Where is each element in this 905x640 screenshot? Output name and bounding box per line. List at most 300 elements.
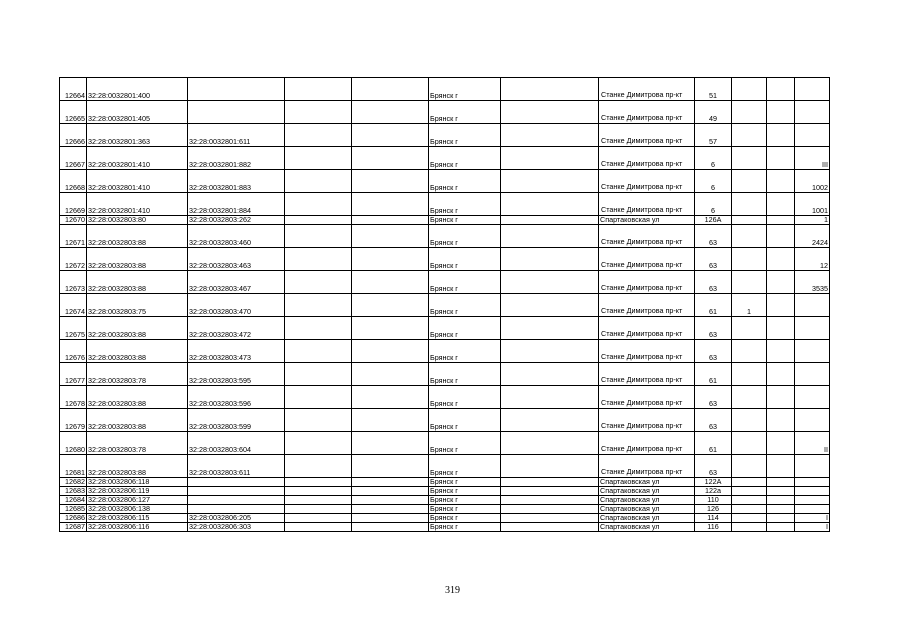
city-cell: Брянск г <box>429 248 501 271</box>
cadastral-number-cell: 32:28:0032801:410 <box>87 147 188 170</box>
table-row <box>60 478 830 487</box>
apartment-cell: 1 <box>795 216 830 225</box>
cadastral-number-cell: 32:28:0032803:88 <box>87 386 188 409</box>
row-number-cell: 12678 <box>60 386 87 409</box>
building-cell <box>732 505 767 514</box>
empty-cell <box>285 496 352 505</box>
city-cell: Брянск г <box>429 225 501 248</box>
row-number-cell: 12687 <box>60 523 87 532</box>
apartment-cell <box>795 317 830 340</box>
street-cell: Спартаковская ул <box>599 505 695 514</box>
building-cell: 1 <box>732 294 767 317</box>
building-cell <box>732 455 767 478</box>
apartment-cell: II <box>795 432 830 455</box>
cadastral-number-cell: 32:28:0032801:405 <box>87 101 188 124</box>
cadastral-number-cell: 32:28:0032803:88 <box>87 271 188 294</box>
empty-cell <box>767 124 795 147</box>
apartment-cell <box>795 505 830 514</box>
apartment-cell <box>795 78 830 101</box>
empty-cell <box>501 124 599 147</box>
apartment-cell <box>795 455 830 478</box>
empty-cell <box>767 386 795 409</box>
apartment-cell <box>795 409 830 432</box>
cadastral-number-cell: 32:28:0032806:138 <box>87 505 188 514</box>
empty-cell <box>767 514 795 523</box>
cadastral-number-cell: 32:28:0032803:88 <box>87 225 188 248</box>
city-cell: Брянск г <box>429 523 501 532</box>
house-number-cell: 6 <box>695 170 732 193</box>
street-cell: Станке Димитрова пр-кт <box>599 193 695 216</box>
cadastral-number-cell: 32:28:0032803:88 <box>87 317 188 340</box>
row-number-cell: 12676 <box>60 340 87 363</box>
building-cell <box>732 225 767 248</box>
empty-cell <box>352 271 429 294</box>
apartment-cell: 1001 <box>795 193 830 216</box>
row-number-cell: 12668 <box>60 170 87 193</box>
street-cell: Станке Димитрова пр-кт <box>599 294 695 317</box>
street-cell: Станке Димитрова пр-кт <box>599 340 695 363</box>
table-row <box>60 340 830 363</box>
empty-cell <box>285 523 352 532</box>
empty-cell <box>767 505 795 514</box>
empty-cell <box>767 487 795 496</box>
row-number-cell: 12665 <box>60 101 87 124</box>
empty-cell <box>285 78 352 101</box>
building-cell <box>732 496 767 505</box>
building-cell <box>732 432 767 455</box>
cadastral-number-cell: 32:28:0032801:363 <box>87 124 188 147</box>
empty-cell <box>352 455 429 478</box>
city-cell: Брянск г <box>429 294 501 317</box>
empty-cell <box>767 248 795 271</box>
empty-cell <box>285 514 352 523</box>
empty-cell <box>767 478 795 487</box>
street-cell: Станке Димитрова пр-кт <box>599 101 695 124</box>
cadastral-number-cell: 32:28:0032803:78 <box>87 432 188 455</box>
street-cell: Станке Димитрова пр-кт <box>599 147 695 170</box>
object-cadastral-number-cell <box>188 101 285 124</box>
table-row <box>60 124 830 147</box>
object-cadastral-number-cell: 32:28:0032803:467 <box>188 271 285 294</box>
empty-cell <box>285 478 352 487</box>
apartment-cell <box>795 496 830 505</box>
row-number-cell: 12671 <box>60 225 87 248</box>
cadastral-number-cell: 32:28:0032803:88 <box>87 455 188 478</box>
table-row <box>60 271 830 294</box>
table-row <box>60 101 830 124</box>
empty-cell <box>352 216 429 225</box>
object-cadastral-number-cell: 32:28:0032803:473 <box>188 340 285 363</box>
table-row <box>60 317 830 340</box>
empty-cell <box>352 496 429 505</box>
object-cadastral-number-cell <box>188 496 285 505</box>
building-cell <box>732 216 767 225</box>
house-number-cell: 61 <box>695 432 732 455</box>
empty-cell <box>285 409 352 432</box>
row-number-cell: 12673 <box>60 271 87 294</box>
building-cell <box>732 147 767 170</box>
empty-cell <box>352 294 429 317</box>
city-cell: Брянск г <box>429 487 501 496</box>
empty-cell <box>501 216 599 225</box>
building-cell <box>732 271 767 294</box>
empty-cell <box>285 505 352 514</box>
empty-cell <box>501 496 599 505</box>
city-cell: Брянск г <box>429 455 501 478</box>
empty-cell <box>501 514 599 523</box>
house-number-cell: 63 <box>695 271 732 294</box>
apartment-cell <box>795 386 830 409</box>
house-number-cell: 63 <box>695 248 732 271</box>
row-number-cell: 12675 <box>60 317 87 340</box>
empty-cell <box>285 432 352 455</box>
empty-cell <box>352 101 429 124</box>
empty-cell <box>285 170 352 193</box>
table-body <box>60 78 830 532</box>
city-cell: Брянск г <box>429 193 501 216</box>
house-number-cell: 57 <box>695 124 732 147</box>
row-number-cell: 12677 <box>60 363 87 386</box>
empty-cell <box>767 409 795 432</box>
street-cell: Спартаковская ул <box>599 523 695 532</box>
row-number-cell: 12685 <box>60 505 87 514</box>
row-number-cell: 12670 <box>60 216 87 225</box>
building-cell <box>732 363 767 386</box>
row-number-cell: 12666 <box>60 124 87 147</box>
city-cell: Брянск г <box>429 216 501 225</box>
empty-cell <box>501 147 599 170</box>
city-cell: Брянск г <box>429 317 501 340</box>
building-cell <box>732 317 767 340</box>
street-cell: Станке Димитрова пр-кт <box>599 78 695 101</box>
empty-cell <box>352 124 429 147</box>
object-cadastral-number-cell: 32:28:0032803:596 <box>188 386 285 409</box>
apartment-cell: 3535 <box>795 271 830 294</box>
house-number-cell: 63 <box>695 225 732 248</box>
empty-cell <box>767 363 795 386</box>
building-cell <box>732 487 767 496</box>
object-cadastral-number-cell: 32:28:0032803:472 <box>188 317 285 340</box>
row-number-cell: 12681 <box>60 455 87 478</box>
table-row <box>60 78 830 101</box>
city-cell: Брянск г <box>429 514 501 523</box>
cadastral-number-cell: 32:28:0032806:115 <box>87 514 188 523</box>
empty-cell <box>352 409 429 432</box>
cadastral-number-cell: 32:28:0032803:78 <box>87 363 188 386</box>
empty-cell <box>501 170 599 193</box>
city-cell: Брянск г <box>429 363 501 386</box>
row-number-cell: 12686 <box>60 514 87 523</box>
object-cadastral-number-cell: 32:28:0032803:463 <box>188 248 285 271</box>
building-cell <box>732 193 767 216</box>
table-row <box>60 170 830 193</box>
empty-cell <box>501 78 599 101</box>
cadastral-number-cell: 32:28:0032806:119 <box>87 487 188 496</box>
cadastral-number-cell: 32:28:0032801:410 <box>87 170 188 193</box>
cadastral-number-cell: 32:28:0032803:75 <box>87 294 188 317</box>
apartment-cell: I <box>795 514 830 523</box>
city-cell: Брянск г <box>429 124 501 147</box>
table-row <box>60 216 830 225</box>
object-cadastral-number-cell <box>188 487 285 496</box>
empty-cell <box>285 487 352 496</box>
empty-cell <box>285 317 352 340</box>
table-row <box>60 248 830 271</box>
house-number-cell: 126 <box>695 505 732 514</box>
empty-cell <box>767 216 795 225</box>
empty-cell <box>501 505 599 514</box>
street-cell: Спартаковская ул <box>599 514 695 523</box>
cadastral-number-cell: 32:28:0032803:88 <box>87 340 188 363</box>
empty-cell <box>352 317 429 340</box>
house-number-cell: 110 <box>695 496 732 505</box>
house-number-cell: 63 <box>695 317 732 340</box>
house-number-cell: 126А <box>695 216 732 225</box>
building-cell <box>732 124 767 147</box>
house-number-cell: 61 <box>695 294 732 317</box>
empty-cell <box>767 170 795 193</box>
street-cell: Станке Димитрова пр-кт <box>599 432 695 455</box>
street-cell: Станке Димитрова пр-кт <box>599 170 695 193</box>
row-number-cell: 12679 <box>60 409 87 432</box>
object-cadastral-number-cell: 32:28:0032806:303 <box>188 523 285 532</box>
object-cadastral-number-cell: 32:28:0032803:599 <box>188 409 285 432</box>
empty-cell <box>285 271 352 294</box>
empty-cell <box>501 523 599 532</box>
house-number-cell: 63 <box>695 386 732 409</box>
city-cell: Брянск г <box>429 340 501 363</box>
house-number-cell: 6 <box>695 147 732 170</box>
empty-cell <box>285 147 352 170</box>
empty-cell <box>767 193 795 216</box>
empty-cell <box>285 193 352 216</box>
object-cadastral-number-cell: 32:28:0032803:460 <box>188 225 285 248</box>
table-row <box>60 386 830 409</box>
house-number-cell: 49 <box>695 101 732 124</box>
row-number-cell: 12682 <box>60 478 87 487</box>
empty-cell <box>352 340 429 363</box>
table-row <box>60 363 830 386</box>
street-cell: Спартаковская ул <box>599 496 695 505</box>
empty-cell <box>285 386 352 409</box>
city-cell: Брянск г <box>429 147 501 170</box>
empty-cell <box>285 124 352 147</box>
empty-cell <box>767 317 795 340</box>
street-cell: Станке Димитрова пр-кт <box>599 363 695 386</box>
street-cell: Станке Димитрова пр-кт <box>599 386 695 409</box>
building-cell <box>732 514 767 523</box>
building-cell <box>732 78 767 101</box>
house-number-cell: 63 <box>695 455 732 478</box>
table-row <box>60 225 830 248</box>
city-cell: Брянск г <box>429 271 501 294</box>
empty-cell <box>352 487 429 496</box>
street-cell: Станке Димитрова пр-кт <box>599 124 695 147</box>
house-number-cell: 51 <box>695 78 732 101</box>
empty-cell <box>501 363 599 386</box>
building-cell <box>732 101 767 124</box>
register-table <box>59 77 830 532</box>
building-cell <box>732 170 767 193</box>
empty-cell <box>501 409 599 432</box>
empty-cell <box>767 101 795 124</box>
empty-cell <box>767 147 795 170</box>
city-cell: Брянск г <box>429 101 501 124</box>
city-cell: Брянск г <box>429 386 501 409</box>
apartment-cell <box>795 478 830 487</box>
empty-cell <box>501 193 599 216</box>
empty-cell <box>767 455 795 478</box>
apartment-cell: I <box>795 523 830 532</box>
street-cell: Спартаковская ул <box>599 487 695 496</box>
street-cell: Станке Димитрова пр-кт <box>599 271 695 294</box>
table-row <box>60 514 830 523</box>
apartment-cell <box>795 124 830 147</box>
empty-cell <box>501 271 599 294</box>
table-row <box>60 193 830 216</box>
object-cadastral-number-cell: 32:28:0032801:883 <box>188 170 285 193</box>
empty-cell <box>767 340 795 363</box>
building-cell <box>732 409 767 432</box>
building-cell <box>732 340 767 363</box>
object-cadastral-number-cell: 32:28:0032803:262 <box>188 216 285 225</box>
empty-cell <box>285 216 352 225</box>
apartment-cell <box>795 101 830 124</box>
cadastral-number-cell: 32:28:0032803:88 <box>87 409 188 432</box>
apartment-cell: 12 <box>795 248 830 271</box>
building-cell <box>732 386 767 409</box>
empty-cell <box>352 170 429 193</box>
table-row <box>60 487 830 496</box>
row-number-cell: 12667 <box>60 147 87 170</box>
object-cadastral-number-cell: 32:28:0032803:604 <box>188 432 285 455</box>
empty-cell <box>352 248 429 271</box>
empty-cell <box>501 478 599 487</box>
empty-cell <box>767 496 795 505</box>
city-cell: Брянск г <box>429 496 501 505</box>
object-cadastral-number-cell: 32:28:0032801:884 <box>188 193 285 216</box>
empty-cell <box>767 225 795 248</box>
empty-cell <box>501 432 599 455</box>
empty-cell <box>767 78 795 101</box>
cadastral-number-cell: 32:28:0032803:80 <box>87 216 188 225</box>
empty-cell <box>501 455 599 478</box>
street-cell: Спартаковская ул <box>599 478 695 487</box>
empty-cell <box>767 294 795 317</box>
house-number-cell: 116 <box>695 523 732 532</box>
empty-cell <box>501 317 599 340</box>
table-row <box>60 505 830 514</box>
street-cell: Станке Димитрова пр-кт <box>599 317 695 340</box>
house-number-cell: 63 <box>695 340 732 363</box>
row-number-cell: 12669 <box>60 193 87 216</box>
house-number-cell: 122А <box>695 478 732 487</box>
empty-cell <box>285 455 352 478</box>
city-cell: Брянск г <box>429 478 501 487</box>
empty-cell <box>501 340 599 363</box>
table-row <box>60 523 830 532</box>
apartment-cell <box>795 487 830 496</box>
city-cell: Брянск г <box>429 78 501 101</box>
empty-cell <box>352 225 429 248</box>
object-cadastral-number-cell: 32:28:0032803:611 <box>188 455 285 478</box>
object-cadastral-number-cell <box>188 78 285 101</box>
apartment-cell: 1002 <box>795 170 830 193</box>
street-cell: Спартаковская ул <box>599 216 695 225</box>
row-number-cell: 12664 <box>60 78 87 101</box>
row-number-cell: 12684 <box>60 496 87 505</box>
object-cadastral-number-cell: 32:28:0032803:595 <box>188 363 285 386</box>
house-number-cell: 6 <box>695 193 732 216</box>
empty-cell <box>352 478 429 487</box>
empty-cell <box>352 505 429 514</box>
street-cell: Станке Димитрова пр-кт <box>599 225 695 248</box>
apartment-cell <box>795 294 830 317</box>
apartment-cell: 2424 <box>795 225 830 248</box>
apartment-cell <box>795 363 830 386</box>
empty-cell <box>352 432 429 455</box>
empty-cell <box>352 363 429 386</box>
row-number-cell: 12683 <box>60 487 87 496</box>
object-cadastral-number-cell: 32:28:0032806:205 <box>188 514 285 523</box>
house-number-cell: 63 <box>695 409 732 432</box>
object-cadastral-number-cell: 32:28:0032803:470 <box>188 294 285 317</box>
house-number-cell: 114 <box>695 514 732 523</box>
empty-cell <box>285 340 352 363</box>
empty-cell <box>285 248 352 271</box>
empty-cell <box>285 363 352 386</box>
cadastral-number-cell: 32:28:0032801:410 <box>87 193 188 216</box>
empty-cell <box>352 78 429 101</box>
apartment-cell <box>795 340 830 363</box>
row-number-cell: 12680 <box>60 432 87 455</box>
empty-cell <box>352 147 429 170</box>
empty-cell <box>352 514 429 523</box>
table-row <box>60 147 830 170</box>
empty-cell <box>501 101 599 124</box>
cadastral-number-cell: 32:28:0032806:118 <box>87 478 188 487</box>
cadastral-number-cell: 32:28:0032801:400 <box>87 78 188 101</box>
empty-cell <box>767 271 795 294</box>
house-number-cell: 122а <box>695 487 732 496</box>
empty-cell <box>501 248 599 271</box>
street-cell: Станке Димитрова пр-кт <box>599 248 695 271</box>
building-cell <box>732 523 767 532</box>
object-cadastral-number-cell: 32:28:0032801:882 <box>188 147 285 170</box>
empty-cell <box>501 487 599 496</box>
table-row <box>60 496 830 505</box>
object-cadastral-number-cell <box>188 478 285 487</box>
city-cell: Брянск г <box>429 505 501 514</box>
empty-cell <box>501 294 599 317</box>
table-row <box>60 294 830 317</box>
row-number-cell: 12674 <box>60 294 87 317</box>
city-cell: Брянск г <box>429 432 501 455</box>
street-cell: Станке Димитрова пр-кт <box>599 409 695 432</box>
table-row <box>60 409 830 432</box>
cadastral-number-cell: 32:28:0032803:88 <box>87 248 188 271</box>
object-cadastral-number-cell <box>188 505 285 514</box>
city-cell: Брянск г <box>429 170 501 193</box>
empty-cell <box>352 193 429 216</box>
empty-cell <box>767 432 795 455</box>
empty-cell <box>352 386 429 409</box>
empty-cell <box>352 523 429 532</box>
row-number-cell: 12672 <box>60 248 87 271</box>
empty-cell <box>501 225 599 248</box>
empty-cell <box>285 294 352 317</box>
city-cell: Брянск г <box>429 409 501 432</box>
